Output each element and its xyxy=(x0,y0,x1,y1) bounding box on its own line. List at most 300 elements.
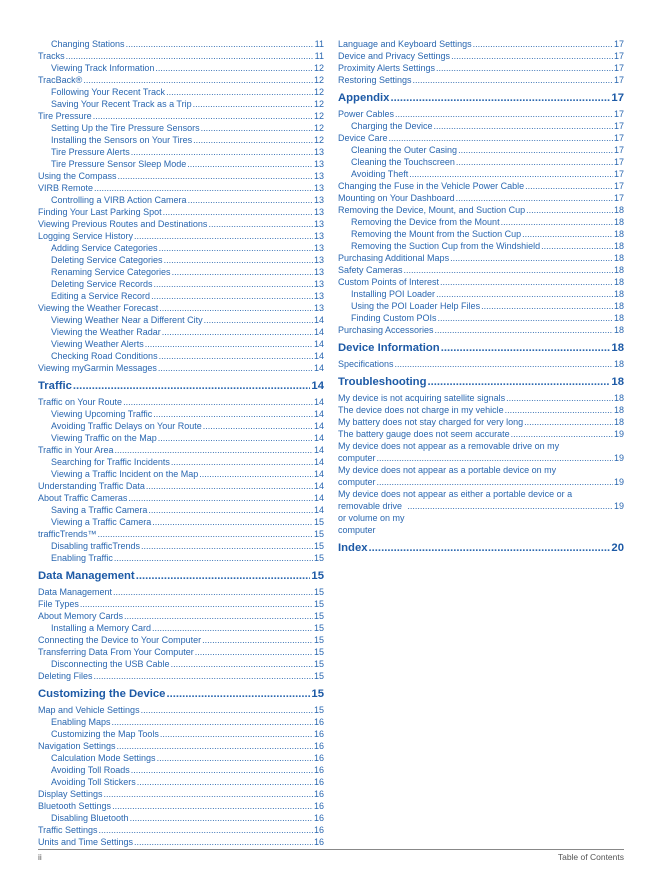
toc-entry-my-device-does-not-appear-as-a-portable-[interactable] xyxy=(338,464,624,488)
dot-leader xyxy=(526,204,613,216)
toc-chapter-index[interactable] xyxy=(338,539,624,558)
toc-chapter-data-management[interactable] xyxy=(38,567,324,586)
dot-leader xyxy=(128,492,313,504)
dot-leader xyxy=(134,836,313,848)
toc-page-number: 17 xyxy=(613,39,624,49)
toc-page-number: 14 xyxy=(313,409,324,419)
dot-leader xyxy=(505,404,613,416)
toc-page-number: 14 xyxy=(313,481,324,491)
toc-page-number: 13 xyxy=(313,207,324,217)
toc-entry-cleaning-the-outer-casing[interactable] xyxy=(338,144,624,156)
dot-leader xyxy=(158,362,313,374)
toc-entry-title: Specifications xyxy=(338,359,394,369)
toc-entry-following-your-recent-track[interactable] xyxy=(38,86,324,98)
footer-section-title: Table of Contents xyxy=(557,852,624,862)
toc-page-number: 13 xyxy=(313,195,324,205)
dot-leader xyxy=(155,62,313,74)
toc-page-number: 18 xyxy=(613,253,624,263)
toc-entry-disabling-bluetooth[interactable] xyxy=(38,812,324,824)
toc-entry-renaming-service-categories[interactable] xyxy=(38,266,324,278)
toc-page-number: 15 xyxy=(313,671,324,681)
dot-leader xyxy=(162,326,313,338)
toc-page-number: 14 xyxy=(313,397,324,407)
dot-leader xyxy=(145,338,313,350)
toc-entry-charging-the-device[interactable] xyxy=(338,120,624,132)
dot-leader xyxy=(473,38,613,50)
toc-page-number: 16 xyxy=(313,801,324,811)
toc-page-number: 11 xyxy=(314,51,324,61)
toc-entry-title-cont: computer xyxy=(338,477,376,487)
toc-entry-title: Saving Your Recent Track as a Trip xyxy=(51,99,192,109)
toc-entry-tracback[interactable] xyxy=(38,74,324,86)
toc-entry-connecting-the-device-to-your-computer[interactable] xyxy=(38,634,324,646)
dot-leader xyxy=(541,240,613,252)
dot-leader xyxy=(98,528,313,540)
toc-entry-editing-a-service-record[interactable] xyxy=(38,290,324,302)
toc-entry-traffictrends[interactable] xyxy=(38,528,324,540)
toc-entry-title: Disabling Bluetooth xyxy=(51,813,129,823)
dot-leader xyxy=(501,216,613,228)
dot-leader xyxy=(157,752,313,764)
toc-entry-title: Following Your Recent Track xyxy=(51,87,166,97)
dot-leader xyxy=(522,228,613,240)
toc-page-number: 14 xyxy=(313,457,324,467)
toc-entry-title: The battery gauge does not seem accurate xyxy=(338,429,510,439)
dot-leader xyxy=(201,122,313,134)
toc-entry-viewing-upcoming-traffic[interactable] xyxy=(38,408,324,420)
toc-entry-searching-for-traffic-incidents[interactable] xyxy=(38,456,324,468)
dot-leader xyxy=(377,476,613,488)
toc-entry-purchasing-additional-maps[interactable] xyxy=(338,252,624,264)
toc-chapter-device-information[interactable] xyxy=(338,339,624,358)
toc-entry-removing-the-mount-from-the-suction-cup[interactable] xyxy=(338,228,624,240)
toc-entry-changing-stations[interactable] xyxy=(38,38,324,50)
dot-leader xyxy=(151,290,313,302)
dot-leader xyxy=(438,312,613,324)
toc-entry-navigation-settings[interactable] xyxy=(38,740,324,752)
toc-entry-title: Controlling a VIRB Action Camera xyxy=(51,195,187,205)
toc-entry-viewing-a-traffic-incident-on-the-map[interactable] xyxy=(38,468,324,480)
toc-entry-transferring-data-from-your-computer[interactable] xyxy=(38,646,324,658)
dot-leader xyxy=(407,500,613,512)
dot-leader xyxy=(511,428,613,440)
toc-entry-device-care[interactable] xyxy=(338,132,624,144)
toc-page-number: 15 xyxy=(313,553,324,563)
toc-page-number: 18 xyxy=(613,289,624,299)
toc-entry-avoiding-traffic-delays-on-your-route[interactable] xyxy=(38,420,324,432)
toc-page-number: 12 xyxy=(313,75,324,85)
toc-entry-title: Restoring Settings xyxy=(338,75,412,85)
toc-page-number: 13 xyxy=(313,171,324,181)
toc-entry-enabling-traffic[interactable] xyxy=(38,552,324,564)
dot-leader xyxy=(413,74,613,86)
dot-leader xyxy=(114,552,313,564)
toc-entry-title: Connecting the Device to Your Computer xyxy=(38,635,202,645)
toc-entry-title: Viewing the Weather Forecast xyxy=(38,303,159,313)
toc-page-number: 18 xyxy=(613,265,624,275)
toc-page-number: 18 xyxy=(613,229,624,239)
toc-entry-title: File Types xyxy=(38,599,79,609)
toc-page-number: 18 xyxy=(613,405,624,415)
toc-page-number: 15 xyxy=(313,611,324,621)
toc-entry-setting-up-the-tire-pressure-sensors[interactable] xyxy=(38,122,324,134)
dot-leader xyxy=(440,276,613,288)
dot-leader xyxy=(204,314,313,326)
toc-page-number: 18 xyxy=(613,205,624,215)
toc-entry-title: Data Management xyxy=(38,570,135,582)
dot-leader xyxy=(126,38,314,50)
toc-page-number: 17 xyxy=(611,92,624,104)
toc-page-number: 14 xyxy=(313,327,324,337)
toc-entry-title: Finding Custom POIs xyxy=(351,313,437,323)
toc-entry-removing-the-suction-cup-from-the-windsh[interactable] xyxy=(338,240,624,252)
toc-entry-title: The device does not charge in my vehicle xyxy=(338,405,504,415)
toc-entry-title: Removing the Suction Cup from the Windshield xyxy=(351,241,541,251)
toc-column-right xyxy=(338,38,624,558)
toc-entry-removing-the-device-mount-and-suction-cu[interactable] xyxy=(338,204,624,216)
toc-entry-title: Index xyxy=(338,542,368,554)
toc-chapter-traffic[interactable] xyxy=(38,377,324,396)
toc-page-number: 12 xyxy=(313,123,324,133)
toc-page-number: 18 xyxy=(613,417,624,427)
toc-entry-title: Navigation Settings xyxy=(38,741,116,751)
toc-entry-tire-pressure-sensor-sleep-mode[interactable] xyxy=(38,158,324,170)
dot-leader xyxy=(506,392,613,404)
toc-entry-title: Removing the Device, Mount, and Suction Cup xyxy=(338,205,526,215)
dot-leader xyxy=(66,50,314,62)
footer-page-number: ii xyxy=(38,852,42,862)
toc-entry-title: Viewing Upcoming Traffic xyxy=(51,409,153,419)
toc-entry-avoiding-toll-stickers[interactable] xyxy=(38,776,324,788)
toc-page-number: 14 xyxy=(313,421,324,431)
toc-entry-file-types[interactable] xyxy=(38,598,324,610)
toc-entry-units-and-time-settings[interactable] xyxy=(38,836,324,848)
toc-chapter-customizing-the-device[interactable] xyxy=(38,685,324,704)
toc-entry-title: Purchasing Additional Maps xyxy=(338,253,450,263)
toc-entry-my-device-is-not-acquiring-satellite-sig[interactable] xyxy=(338,392,624,404)
toc-entry-deleting-files[interactable] xyxy=(38,670,324,682)
toc-entry-viewing-a-traffic-camera[interactable] xyxy=(38,516,324,528)
toc-page-number: 13 xyxy=(313,303,324,313)
dot-leader xyxy=(113,586,313,598)
dot-leader xyxy=(131,146,313,158)
toc-page-number: 19 xyxy=(613,429,624,439)
toc-entry-data-management[interactable] xyxy=(38,586,324,598)
toc-page-number: 14 xyxy=(313,433,324,443)
dot-leader xyxy=(160,728,313,740)
toc-entry-title: Viewing Traffic on the Map xyxy=(51,433,157,443)
toc-entry-customizing-the-map-tools[interactable] xyxy=(38,728,324,740)
dot-leader xyxy=(441,339,611,358)
toc-page-number: 18 xyxy=(613,359,624,369)
toc-page-number: 15 xyxy=(313,623,324,633)
dot-leader xyxy=(172,266,313,278)
toc-entry-viewing-traffic-on-the-map[interactable] xyxy=(38,432,324,444)
toc-entry-title: Renaming Service Categories xyxy=(51,267,171,277)
toc-entry-title: Viewing a Traffic Incident on the Map xyxy=(51,469,199,479)
toc-entry-title: Avoiding Toll Roads xyxy=(51,765,130,775)
toc-entry-viewing-weather-alerts[interactable] xyxy=(38,338,324,350)
toc-entry-title: Customizing the Map Tools xyxy=(51,729,159,739)
dot-leader xyxy=(158,432,313,444)
toc-entry-safety-cameras[interactable] xyxy=(338,264,624,276)
toc-page-number: 13 xyxy=(313,147,324,157)
toc-entry-enabling-maps[interactable] xyxy=(38,716,324,728)
toc-entry-installing-poi-loader[interactable] xyxy=(338,288,624,300)
toc-entry-title: My device is not acquiring satellite signals xyxy=(338,393,506,403)
dot-leader xyxy=(136,567,311,586)
toc-entry-logging-service-history[interactable] xyxy=(38,230,324,242)
toc-entry-tire-pressure[interactable] xyxy=(38,110,324,122)
toc-page-number: 16 xyxy=(313,741,324,751)
toc-page-number: 18 xyxy=(613,241,624,251)
toc-entry-title: Display Settings xyxy=(38,789,103,799)
toc-page-number: 14 xyxy=(313,315,324,325)
dot-leader xyxy=(202,634,313,646)
toc-page-number: 15 xyxy=(311,570,324,582)
toc-entry-title: My device does not appear as either a portable device or a xyxy=(338,489,573,499)
toc-entry-traffic-settings[interactable] xyxy=(38,824,324,836)
toc-page-number: 16 xyxy=(313,837,324,847)
toc-chapter-appendix[interactable] xyxy=(338,89,624,108)
toc-entry-my-battery-does-not-stay-charged-for-ver[interactable] xyxy=(338,416,624,428)
dot-leader xyxy=(171,456,313,468)
dot-leader xyxy=(193,98,313,110)
toc-page-number: 13 xyxy=(313,291,324,301)
toc-entry-display-settings[interactable] xyxy=(38,788,324,800)
toc-entry-virb-remote[interactable] xyxy=(38,182,324,194)
dot-leader xyxy=(166,685,310,704)
toc-entry-title: Tire Pressure xyxy=(38,111,92,121)
toc-entry-title: Tire Pressure Alerts xyxy=(51,147,130,157)
toc-entry-title: Bluetooth Settings xyxy=(38,801,112,811)
dot-leader xyxy=(118,170,313,182)
toc-entry-power-cables[interactable] xyxy=(338,108,624,120)
dot-leader xyxy=(153,408,313,420)
toc-entry-traffic-in-your-area[interactable] xyxy=(38,444,324,456)
toc-entry-installing-the-sensors-on-your-tires[interactable] xyxy=(38,134,324,146)
dot-leader xyxy=(148,504,313,516)
toc-entry-device-and-privacy-settings[interactable] xyxy=(338,50,624,62)
toc-entry-title: Avoiding Toll Stickers xyxy=(51,777,136,787)
toc-entry-purchasing-accessories[interactable] xyxy=(338,324,624,336)
toc-page-number: 18 xyxy=(613,301,624,311)
toc-entry-custom-points-of-interest[interactable] xyxy=(338,276,624,288)
toc-entry-title: Using the POI Loader Help Files xyxy=(351,301,481,311)
dot-leader xyxy=(112,716,313,728)
toc-page-number: 11 xyxy=(314,39,324,49)
toc-entry-disabling-traffictrends[interactable] xyxy=(38,540,324,552)
dot-leader xyxy=(130,812,313,824)
toc-page-number: 17 xyxy=(613,121,624,131)
toc-entry-avoiding-toll-roads[interactable] xyxy=(38,764,324,776)
toc-entry-disconnecting-the-usb-cable[interactable] xyxy=(38,658,324,670)
toc-entry-controlling-a-virb-action-camera[interactable] xyxy=(38,194,324,206)
toc-page-number: 12 xyxy=(313,111,324,121)
toc-entry-changing-the-fuse-in-the-vehicle-power-c[interactable] xyxy=(338,180,624,192)
toc-entry-deleting-service-categories[interactable] xyxy=(38,254,324,266)
toc-entry-viewing-the-weather-radar[interactable] xyxy=(38,326,324,338)
toc-entry-title: About Traffic Cameras xyxy=(38,493,128,503)
toc-page-number: 12 xyxy=(313,99,324,109)
toc-entry-title: Cleaning the Touchscreen xyxy=(351,157,455,167)
toc-chapter-troubleshooting[interactable] xyxy=(338,373,624,392)
toc-entry-viewing-track-information[interactable] xyxy=(38,62,324,74)
toc-entry-title: Installing POI Loader xyxy=(351,289,436,299)
toc-column-left xyxy=(38,38,324,848)
dot-leader xyxy=(134,230,313,242)
toc-entry-using-the-compass[interactable] xyxy=(38,170,324,182)
toc-page-number: 15 xyxy=(311,688,324,700)
toc-entry-checking-road-conditions[interactable] xyxy=(38,350,324,362)
toc-entry-title: Device and Privacy Settings xyxy=(338,51,451,61)
toc-page-number: 16 xyxy=(313,753,324,763)
toc-page-number: 13 xyxy=(313,267,324,277)
toc-entry-title: Viewing Weather Near a Different City xyxy=(51,315,203,325)
dot-leader xyxy=(195,646,313,658)
toc-entry-using-the-poi-loader-help-files[interactable] xyxy=(338,300,624,312)
toc-entry-cleaning-the-touchscreen[interactable] xyxy=(338,156,624,168)
toc-page-number: 14 xyxy=(311,380,324,392)
toc-page-number: 15 xyxy=(313,635,324,645)
toc-entry-viewing-mygarmin-messages[interactable] xyxy=(38,362,324,374)
toc-page-number: 14 xyxy=(313,445,324,455)
toc-entry-traffic-on-your-route[interactable] xyxy=(38,396,324,408)
toc-entry-installing-a-memory-card[interactable] xyxy=(38,622,324,634)
toc-entry-removing-the-device-from-the-mount[interactable] xyxy=(338,216,624,228)
toc-entry-the-battery-gauge-does-not-seem-accurate[interactable] xyxy=(338,428,624,440)
toc-entry-avoiding-theft[interactable] xyxy=(338,168,624,180)
toc-entry-adding-service-categories[interactable] xyxy=(38,242,324,254)
toc-entry-saving-a-traffic-camera[interactable] xyxy=(38,504,324,516)
toc-page-number: 18 xyxy=(613,393,624,403)
toc-entry-title: Logging Service History xyxy=(38,231,134,241)
toc-entry-my-device-does-not-appear-as-a-removable[interactable] xyxy=(338,440,624,464)
toc-entry-viewing-weather-near-a-different-city[interactable] xyxy=(38,314,324,326)
toc-entry-saving-your-recent-track-as-a-trip[interactable] xyxy=(38,98,324,110)
toc-page-number: 13 xyxy=(313,279,324,289)
toc-entry-proximity-alerts-settings[interactable] xyxy=(338,62,624,74)
toc-entry-tire-pressure-alerts[interactable] xyxy=(38,146,324,158)
toc-entry-title: Cleaning the Outer Casing xyxy=(351,145,458,155)
toc-entry-tracks[interactable] xyxy=(38,50,324,62)
dot-leader xyxy=(112,800,313,812)
toc-entry-the-device-does-not-charge-in-my-vehicle[interactable] xyxy=(338,404,624,416)
toc-page-number: 17 xyxy=(613,145,624,155)
dot-leader xyxy=(481,300,613,312)
toc-page-number: 12 xyxy=(313,87,324,97)
toc-entry-title-cont: removable drive or volume on my computer xyxy=(338,501,405,535)
toc-entry-title: Power Cables xyxy=(338,109,395,119)
toc-entry-title-cont: computer xyxy=(338,453,376,463)
toc-entry-finding-your-last-parking-spot[interactable] xyxy=(38,206,324,218)
toc-page-number: 18 xyxy=(613,217,624,227)
toc-page-number: 18 xyxy=(613,325,624,335)
dot-leader xyxy=(404,264,613,276)
toc-entry-deleting-service-records[interactable] xyxy=(38,278,324,290)
toc-entry-viewing-the-weather-forecast[interactable] xyxy=(38,302,324,314)
toc-entry-title: Mounting on Your Dashboard xyxy=(338,193,455,203)
dot-leader xyxy=(458,144,613,156)
dot-leader xyxy=(94,182,313,194)
toc-entry-my-device-does-not-appear-as-either-a-po[interactable] xyxy=(338,488,624,536)
toc-page-number: 18 xyxy=(613,277,624,287)
dot-leader xyxy=(369,539,611,558)
toc-entry-title: Charging the Device xyxy=(351,121,433,131)
toc-entry-title: Searching for Traffic Incidents xyxy=(51,457,170,467)
dot-leader xyxy=(450,252,613,264)
toc-entry-title: Disconnecting the USB Cable xyxy=(51,659,170,669)
toc-entry-bluetooth-settings[interactable] xyxy=(38,800,324,812)
dot-leader xyxy=(187,158,313,170)
dot-leader xyxy=(80,598,313,610)
toc-entry-title: Traffic on Your Route xyxy=(38,397,123,407)
dot-leader xyxy=(427,373,610,392)
toc-entry-calculation-mode-settings[interactable] xyxy=(38,752,324,764)
dot-leader xyxy=(193,134,313,146)
toc-entry-title: Viewing a Traffic Camera xyxy=(51,517,152,527)
toc-page-number: 15 xyxy=(313,705,324,715)
toc-entry-title: My device does not appear as a removable drive on my xyxy=(338,441,560,451)
toc-entry-viewing-previous-routes-and-destinations[interactable] xyxy=(38,218,324,230)
toc-entry-map-and-vehicle-settings[interactable] xyxy=(38,704,324,716)
toc-entry-title: My device does not appear as a portable device on my xyxy=(338,465,557,475)
toc-page-number: 20 xyxy=(611,542,624,554)
toc-entry-title: Traffic in Your Area xyxy=(38,445,114,455)
toc-entry-finding-custom-pois[interactable] xyxy=(338,312,624,324)
toc-entry-title: Traffic xyxy=(38,380,72,392)
toc-entry-title: Tracks xyxy=(38,51,65,61)
toc-entry-title: Device Information xyxy=(338,342,440,354)
toc-entry-restoring-settings[interactable] xyxy=(338,74,624,86)
toc-page-number: 13 xyxy=(313,159,324,169)
toc-page-number: 18 xyxy=(611,342,624,354)
toc-page-number: 14 xyxy=(313,363,324,373)
toc-entry-language-and-keyboard-settings[interactable] xyxy=(338,38,624,50)
toc-page-number: 14 xyxy=(313,339,324,349)
toc-entry-mounting-on-your-dashboard[interactable] xyxy=(338,192,624,204)
dot-leader xyxy=(159,302,313,314)
toc-page-number: 16 xyxy=(313,729,324,739)
toc-entry-about-memory-cards[interactable] xyxy=(38,610,324,622)
dot-leader xyxy=(159,350,313,362)
toc-entry-about-traffic-cameras[interactable] xyxy=(38,492,324,504)
toc-entry-title: Changing the Fuse in the Vehicle Power Cable xyxy=(338,181,525,191)
toc-page-number: 17 xyxy=(613,157,624,167)
toc-entry-title: Installing the Sensors on Your Tires xyxy=(51,135,193,145)
dot-leader xyxy=(524,416,613,428)
toc-entry-title: Enabling Traffic xyxy=(51,553,113,563)
dot-leader xyxy=(456,192,613,204)
toc-entry-title: Deleting Service Records xyxy=(51,279,153,289)
toc-entry-title: Purchasing Accessories xyxy=(338,325,434,335)
dot-leader xyxy=(171,658,313,670)
dot-leader xyxy=(203,420,313,432)
toc-entry-title: Appendix xyxy=(338,92,390,104)
toc-entry-title: Viewing Weather Alerts xyxy=(51,339,144,349)
dot-leader xyxy=(395,358,613,370)
dot-leader xyxy=(115,444,313,456)
toc-entry-understanding-traffic-data[interactable] xyxy=(38,480,324,492)
toc-page-number: 15 xyxy=(313,587,324,597)
toc-page-number: 16 xyxy=(313,825,324,835)
toc-entry-title: Checking Road Conditions xyxy=(51,351,158,361)
toc-page-number: 17 xyxy=(613,181,624,191)
toc-entry-specifications[interactable] xyxy=(338,358,624,370)
toc-page-number: 19 xyxy=(613,501,624,511)
dot-leader xyxy=(435,324,613,336)
dot-leader xyxy=(395,108,613,120)
